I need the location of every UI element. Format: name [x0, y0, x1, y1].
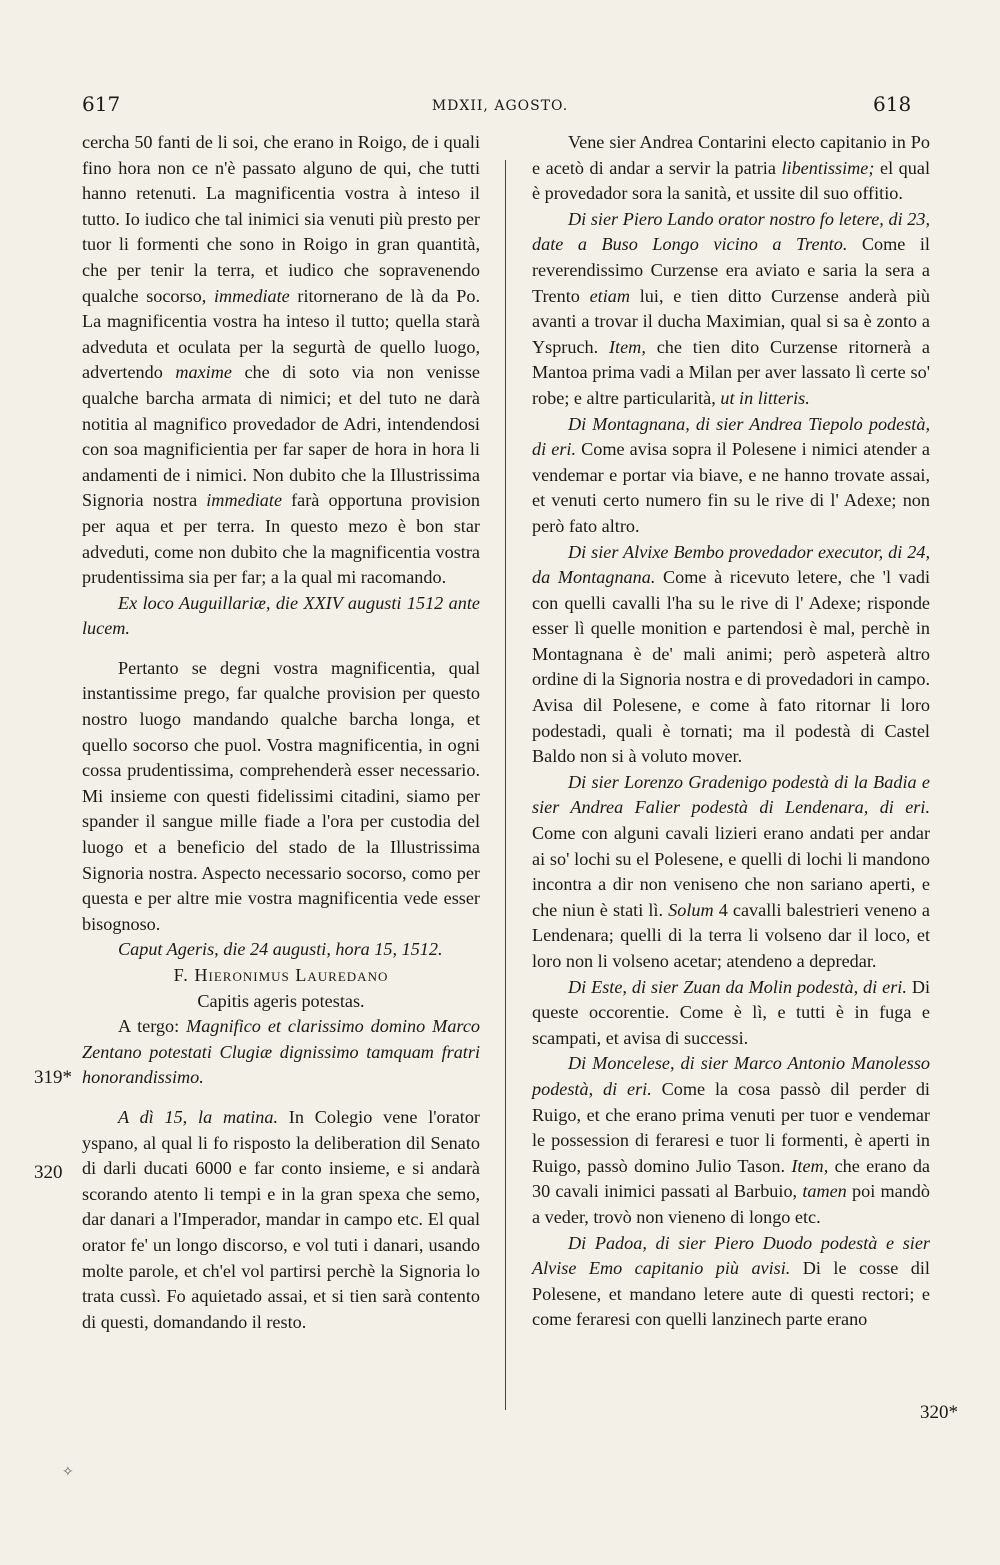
margin-note-320-right: 320*: [920, 1402, 958, 1423]
right-page-number: 618: [873, 92, 912, 116]
paragraph-bembo: Di sier Alvixe Bembo provedador executor, di 24, da Montagnana. Come à ricevuto letere, che 'l vadi con quelli cavalli l'ha su le rive di l' Adexe; risponde esser lì quelle monition e partendosi è mal, perchè in Montagnana è de' mali animi; però aspeterà altro ordine di la Signoria nostra e di provedadori in campo. Avisa dil Polesene, e come à fato ritornar li loro podestadi, quali è tornati; ma il podestà di Castel Baldo non si à voluto mover.: [532, 541, 931, 767]
signature-title: Capitis ageris potestas.: [197, 990, 365, 1011]
paragraph-este: Di Este, di sier Zuan da Molin podestà, di eri. Di queste occorentie. Come è lì, e tutti è in fuga e scampati, et avisa di successi.: [532, 976, 931, 1048]
left-column: [82, 130, 480, 1335]
right-column: [532, 130, 930, 1333]
column-divider: [505, 160, 506, 1410]
signature-name: F. Hieronimus Lauredano: [173, 965, 389, 985]
margin-note-320: 320: [34, 1162, 63, 1183]
paragraph-montagnana: Di Montagnana, di sier Andrea Tiepolo podestà, di eri. Come avisa sopra il Polesene i nimici atender a vendemar e portar via biave, e ne hanno trovate assai, et venuti certo numero fin su le rive di l' Adexe; non però fato altro.: [532, 413, 930, 536]
dateline-caput-ageris: Caput Ageris, die 24 augusti, hora 15, 1512.: [118, 939, 443, 960]
paragraph-lando: Di sier Piero Lando orator nostro fo letere, di 23, date a Buso Longo vicino a Trento. Come il reverendissimo Curzense era aviato e saria la sera a Trento etiam lui, e tien ditto Curzense anderà più avanti a trovar il ducha Maximian, qual si sa è zonto a Yspruch. Item, che tien dito Curzense ritornerà a Mantoa prima vadi a Milan per aver lassato lì certe so' robe; e altre particularità, ut in litteris.: [532, 208, 931, 408]
paragraph-contarini: Vene sier Andrea Contarini electo capitanio in Po e acetò di andar a servir la patria libentissime; el qual è provedador sora la sanità, et ussite dil suo offitio.: [532, 132, 930, 204]
paragraph-gradenigo: Di sier Lorenzo Gradenigo podestà di la Badia e sier Andrea Falier podestà di Lendenara, di eri. Come con alguni cavali lizieri erano andati per andar ai so' lochi su el Polesene, e quelli di lochi li mandono incontra a dir non veniseno che non sariano aperti, e che niun è stati lì. Solum 4 cavalli balestrieri veneno a Lendenara; quelli di la terra li volseno dar il loco, et loro non li volseno acetar; atendeno a depredar.: [532, 771, 931, 971]
paragraph-moncelese: Di Moncelese, di sier Marco Antonio Manolesso podestà, di eri. Come la cosa passò dil perder di Ruigo, et che erano prima venuti per tuor e vendemar le possession di feraresi e tuor li formenti, è aperti in Ruigo, passò domino Julio Tason. Item, che erano da 30 cavali inimici passati al Barbuio, tamen poi mandò a veder, trovò non vieneno di longo etc.: [532, 1053, 930, 1227]
page-mark: ✧: [62, 1464, 74, 1480]
paragraph-letter: cercha 50 fanti de li soi, che erano in Roigo, de i quali fino hora non ce n'è passato alguno de qui, che tutti hanno retenuti. La magnificentia vostra à inteso il tutto. Io iudico che tal inimici sia venuti più presto per tuor li formenti che sono in Roigo in gran quantità, che per tenir la terra, et iudico che sopravenendo qualche socorso, immediate ritornerano de là da Po. La magnificentia vostra ha inteso il tutto; quella starà adveduta et oculata per la segurtà de quello luogo, advertendo maxime che di soto via non venisse qualche barcha armata di nimici; et del tuto ne darà notitia al magnifico provedador de Adri, intendendosi con soa magnificientia per far saper de hora in hora li andamenti de i nimici. Non dubito che la Illustrissima Signoria nostra immediate farà opportuna provision per aqua et per terra. In questo mezo è bon star adveduti, come non dubito che la magnificentia vostra prudentissima sia per far; a la qual mi racomando.: [82, 132, 481, 588]
paragraph-collegio: A dì 15, la matina. In Colegio vene l'orator yspano, al qual li fo risposto la deliberation dil Senato di darli ducati 6000 e far conto insieme, e si andarà scorando atento li tempi e in la gran spexa che semo, dar danari a l'Imperador, mandar in campo etc. El qual orator fe' un longo discorso, e vol tuti i danari, usando molte parole, et ch'el vol partirsi perchè la Signoria lo trata cussì. Fo aquietado assai, et si tien sarà contento di questi, domandando il resto.: [82, 1106, 480, 1332]
dateline-auguillaria: Ex loco Auguillariæ, die XXIV augusti 1512 ante lucem.: [82, 592, 480, 639]
paragraph-pertanto: Pertanto se degni vostra magnificentia, qual instantissime prego, far qualche provision per questo nostro luogo mandando qualche barcha longa, et quello socorso che puol. Vostra magnificentia, in ogni cossa prudentissima, comprehenderà esser necessario. Mi insieme con questi fidelissimi citadini, siamo per spander il sangue mille fiade a l'ora per custodia del luogo et a beneficio del stado de la Illustrissima Signoria nostra. Aspecto necessario socorso, como per questa e per altre mie vostra magnificentia vede esser bisognoso.: [82, 657, 480, 934]
paragraph-padoa: Di Padoa, di sier Piero Duodo podestà e sier Alvise Emo capitanio più avisi. Di le cosse dil Polesene, et mandano letere aute di questi rectori; e come feraresi con quelli lanzinech parte erano: [532, 1232, 930, 1330]
left-page-number: 617: [82, 92, 121, 116]
address-a-tergo: A tergo: Magnifico et clarissimo domino Marco Zentano potestati Clugiæ dignissimo tamquam fratri honorandissimo.: [82, 1016, 480, 1088]
running-title: MDXII, AGOSTO.: [431, 98, 569, 114]
margin-note-319: 319*: [34, 1067, 72, 1088]
